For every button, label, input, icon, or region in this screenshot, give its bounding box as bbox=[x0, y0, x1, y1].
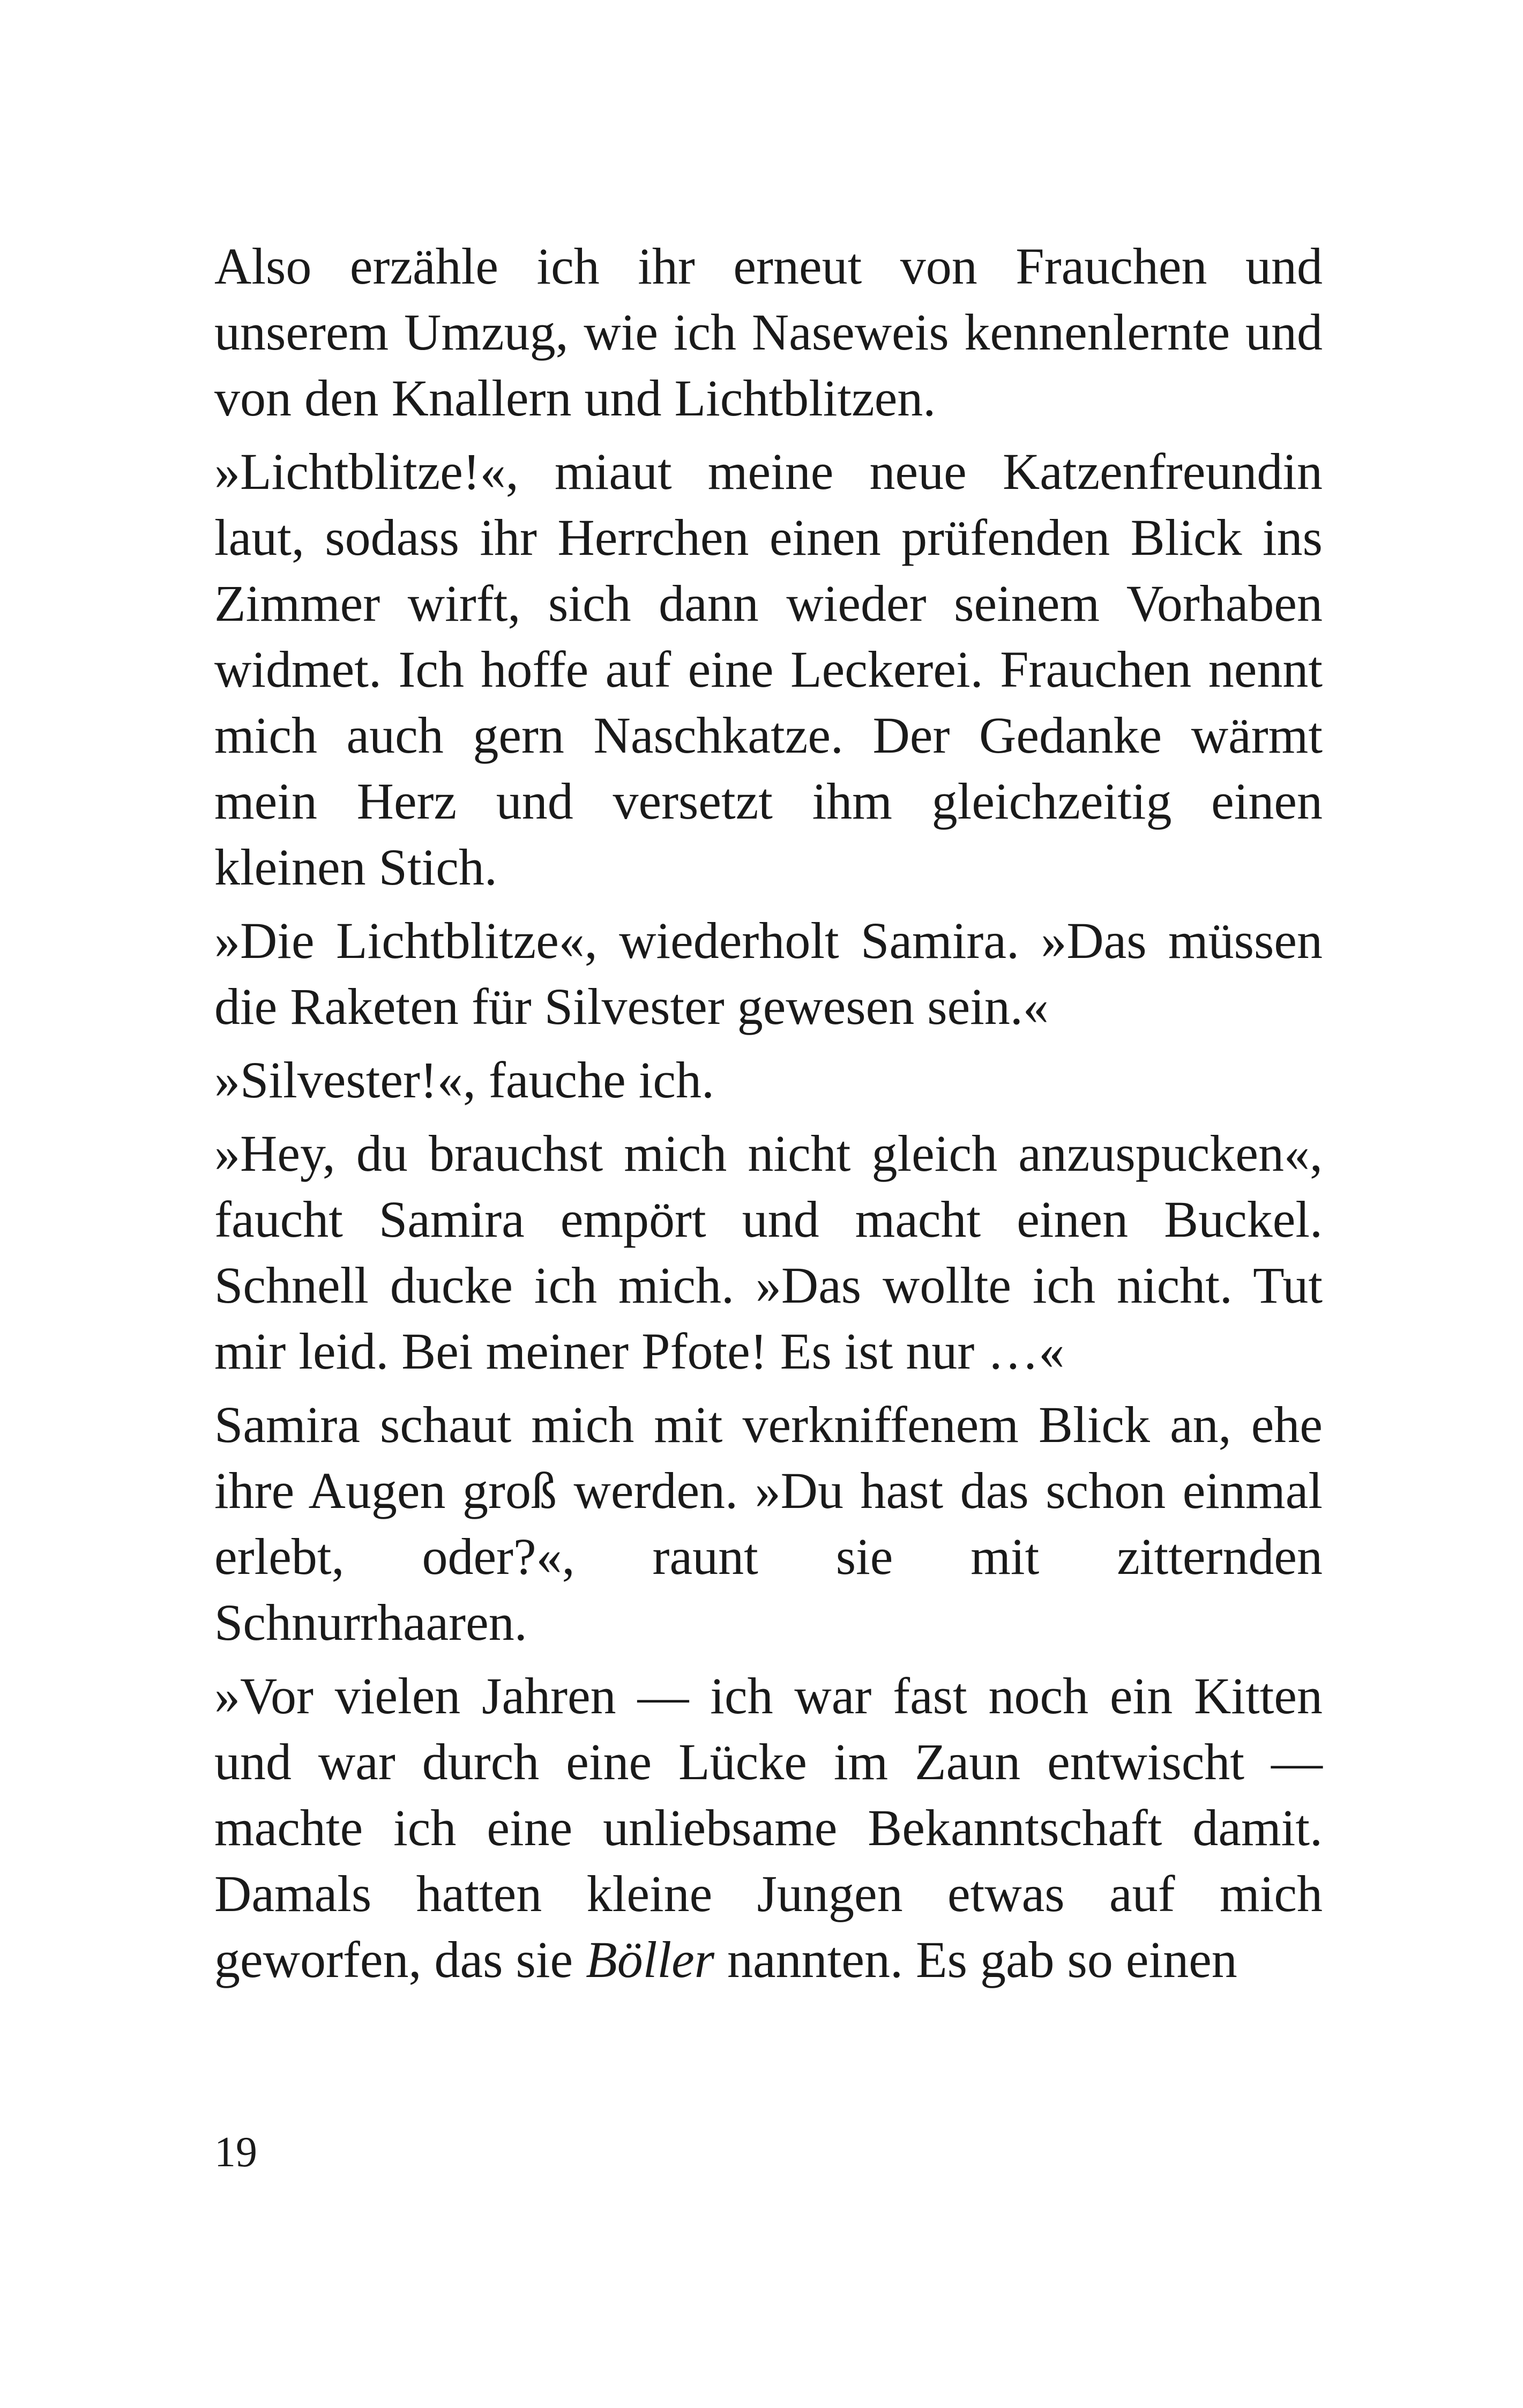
paragraph-text: Also erzähle ich ihr erneut von Frauchen und unserem Umzug, wie ich Naseweis kennenlernte und von den Knallern und Lichtblitzen. bbox=[214, 237, 1323, 427]
paragraph-text: »Die Lichtblitze«, wiederholt Samira. »Das müssen die Raketen für Silvester gewesen sein.« bbox=[214, 912, 1323, 1035]
italic-word: Böller bbox=[586, 1931, 715, 1988]
paragraph bbox=[214, 1663, 1323, 1993]
paragraph-text: »Hey, du brauchst mich nicht gleich anzuspucken«, faucht Samira empört und macht einen Buckel. Schnell ducke ich mich. »Das wollte ich nicht. Tut mir leid. Bei meiner Pfote! Es ist nur …« bbox=[214, 1125, 1323, 1380]
paragraph-text: »Silvester!«, fauche ich. bbox=[214, 1051, 714, 1109]
paragraph bbox=[214, 1120, 1323, 1384]
page-number: 19 bbox=[214, 2129, 257, 2176]
paragraph bbox=[214, 233, 1323, 431]
paragraph-text-continued: nannten. Es gab so einen bbox=[714, 1931, 1237, 1988]
paragraph bbox=[214, 439, 1323, 900]
paragraph bbox=[214, 908, 1323, 1039]
paragraph-text: »Vor vielen Jahren — ich war fast noch ein Kitten und war durch eine Lücke im Zaun entwischt — machte ich eine unliebsame Bekanntschaft damit. Damals hatten kleine Jungen etwas auf mich geworfen, das sie bbox=[214, 1667, 1323, 1988]
body-text bbox=[214, 233, 1323, 2000]
paragraph-text: »Lichtblitze!«, miaut meine neue Katzenfreundin laut, sodass ihr Herrchen einen prüfenden Blick ins Zimmer wirft, sich dann wieder seinem Vorhaben widmet. Ich hoffe auf eine Leckerei. Frauchen nennt mich auch gern Naschkatze. Der Gedanke wärmt mein Herz und versetzt ihm gleichzeitig einen kleinen Stich. bbox=[214, 443, 1323, 896]
paragraph-text: Samira schaut mich mit verkniffenem Blick an, ehe ihre Augen groß werden. »Du hast das schon einmal erlebt, oder?«, raunt sie mit zitternden Schnurrhaaren. bbox=[214, 1396, 1323, 1651]
paragraph bbox=[214, 1392, 1323, 1655]
paragraph bbox=[214, 1047, 1323, 1113]
